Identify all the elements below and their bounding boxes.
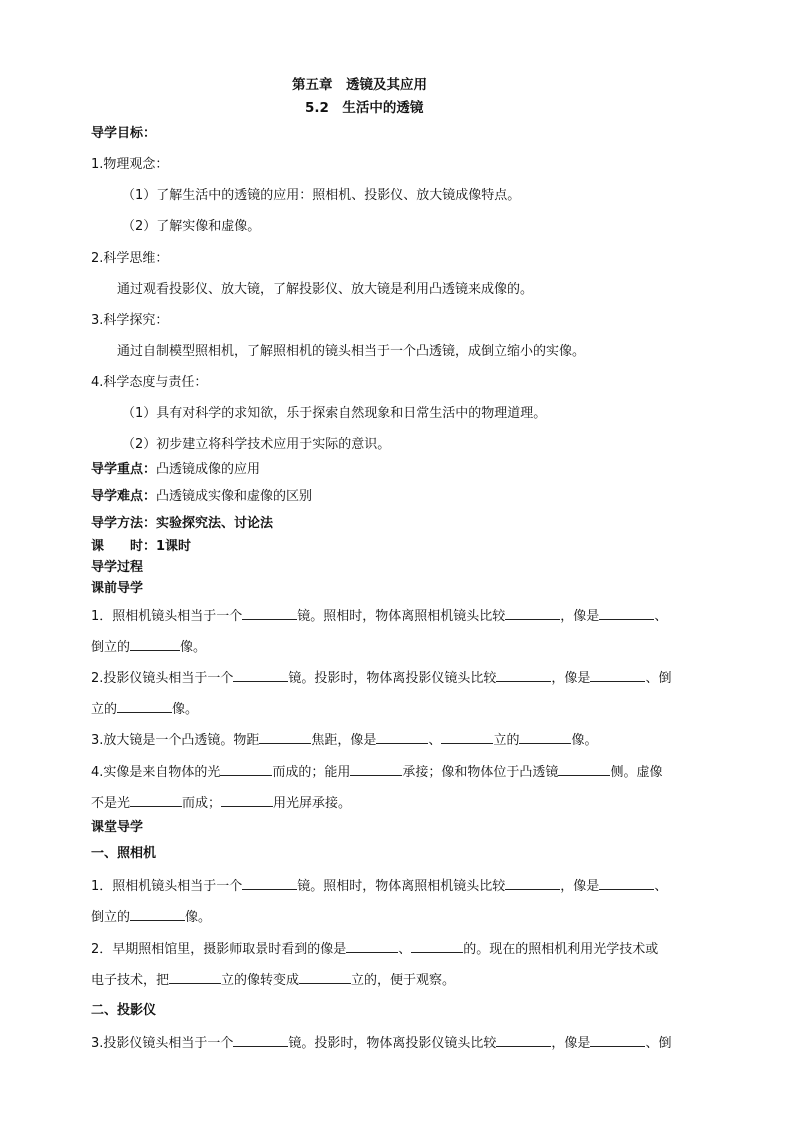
pre-q1-line1 — [91, 606, 667, 626]
text-segment: 3.投影仪镜头相当于一个 — [91, 1036, 234, 1051]
class-q1-line2 — [91, 907, 211, 927]
text-segment: 像。 — [571, 733, 598, 748]
text-segment: 像。 — [185, 910, 212, 925]
text-segment: 4.实像是来自物体的光 — [91, 765, 221, 780]
fill-blank[interactable] — [505, 876, 560, 890]
text-segment: 立的 — [493, 733, 520, 748]
fill-blank[interactable] — [346, 939, 398, 953]
process-heading: 导学过程 — [91, 560, 144, 575]
key-point-text: 凸透镜成像的应用 — [156, 462, 261, 477]
fill-blank[interactable] — [519, 730, 571, 744]
text-segment: 镜。照相时，物体离照相机镜头比较 — [297, 609, 506, 624]
goal-2: 2.科学思维： — [91, 251, 169, 266]
text-segment: ，像是 — [560, 609, 600, 624]
text-segment: 的。现在的照相机利用光学技术或 — [463, 942, 659, 957]
text-segment: 承接；像和物体位于凸透镜 — [402, 765, 559, 780]
difficulty-label: 导学难点： — [91, 489, 157, 504]
fill-blank[interactable] — [441, 730, 493, 744]
fill-blank[interactable] — [590, 668, 645, 682]
class-q3-line1 — [91, 1033, 671, 1053]
fill-blank[interactable] — [496, 1033, 551, 1047]
text-segment: ，像是 — [551, 671, 591, 686]
fill-blank[interactable] — [233, 668, 288, 682]
text-segment: 镜。照相时，物体离照相机镜头比较 — [297, 879, 506, 894]
text-segment: 倒立的 — [91, 640, 131, 655]
pre-class-heading: 课前导学 — [91, 581, 144, 596]
text-segment: 、 — [428, 733, 442, 748]
goal-4b: （2）初步建立将科学技术应用于实际的意识。 — [122, 437, 391, 452]
fill-blank[interactable] — [599, 606, 654, 620]
text-segment: 而成的；能用 — [272, 765, 351, 780]
text-segment: 而成； — [182, 796, 222, 811]
fill-blank[interactable] — [130, 637, 180, 651]
text-segment: ，像是 — [551, 1036, 591, 1051]
text-segment: 用光屏承接。 — [273, 796, 352, 811]
pre-q1-line2 — [91, 637, 206, 657]
text-segment: 、 — [654, 609, 668, 624]
goal-3a: 通过自制模型照相机，了解照相机的镜头相当于一个凸透镜，成倒立缩小的实像。 — [117, 344, 586, 359]
pre-q3 — [91, 730, 597, 750]
fill-blank[interactable] — [221, 793, 273, 807]
fill-blank[interactable] — [590, 1033, 645, 1047]
goal-1a: （1）了解生活中的透镜的应用：照相机、投影仪、放大镜成像特点。 — [122, 188, 521, 203]
text-segment: 像。 — [180, 640, 207, 655]
fill-blank[interactable] — [233, 1033, 288, 1047]
section-title: 5.2 生活中的透镜 — [305, 100, 424, 116]
text-segment: 2.投影仪镜头相当于一个 — [91, 671, 234, 686]
goal-4: 4.科学态度与责任： — [91, 375, 208, 390]
goal-2a: 通过观看投影仪、放大镜，了解投影仪、放大镜是利用凸透镜来成像的。 — [117, 282, 534, 297]
text-segment: 1．照相机镜头相当于一个 — [91, 879, 243, 894]
class-q2-line2 — [91, 970, 455, 990]
key-point — [91, 461, 260, 479]
in-class-heading: 课堂导学 — [91, 820, 144, 835]
fill-blank[interactable] — [376, 730, 428, 744]
goals-heading: 导学目标： — [91, 126, 157, 141]
goal-1: 1.物理观念： — [91, 157, 169, 172]
text-segment: 立的，便于观察。 — [351, 973, 456, 988]
text-segment: 3.放大镜是一个凸透镜。物距 — [91, 733, 260, 748]
fill-blank[interactable] — [259, 730, 311, 744]
goal-1b: （2）了解实像和虚像。 — [122, 219, 261, 234]
text-segment: 倒立的 — [91, 910, 131, 925]
goal-3: 3.科学探究： — [91, 313, 169, 328]
fill-blank[interactable] — [242, 606, 297, 620]
text-segment: 不是光 — [91, 796, 131, 811]
text-segment: 立的 — [91, 702, 118, 717]
text-segment: 1．照相机镜头相当于一个 — [91, 609, 243, 624]
chapter-title: 第五章 透镜及其应用 — [292, 77, 427, 93]
fill-blank[interactable] — [558, 762, 610, 776]
fill-blank[interactable] — [242, 876, 297, 890]
class-q2-line1 — [91, 939, 658, 959]
text-segment: 、 — [654, 879, 668, 894]
difficulty — [91, 488, 312, 506]
text-segment: 、倒 — [645, 671, 672, 686]
text-segment: 镜。投影时，物体离投影仪镜头比较 — [288, 1036, 497, 1051]
fill-blank[interactable] — [411, 939, 463, 953]
text-segment: 2．早期照相馆里，摄影师取景时看到的像是 — [91, 942, 347, 957]
text-segment: 立的像转变成 — [221, 973, 300, 988]
text-segment: ，像是 — [560, 879, 600, 894]
pre-q4-line1 — [91, 762, 662, 782]
text-segment: 焦距，像是 — [311, 733, 377, 748]
pre-q2-line2 — [91, 699, 198, 719]
fill-blank[interactable] — [350, 762, 402, 776]
difficulty-text: 凸透镜成实像和虚像的区别 — [156, 489, 313, 504]
class-q1-line1 — [91, 876, 667, 896]
text-segment: 电子技术，把 — [91, 973, 170, 988]
fill-blank[interactable] — [130, 793, 182, 807]
text-segment: 像。 — [172, 702, 199, 717]
goal-4a: （1）具有对科学的求知欲，乐于探索自然现象和日常生活中的物理道理。 — [122, 406, 547, 421]
section-projector-heading: 二、投影仪 — [91, 1003, 157, 1018]
fill-blank[interactable] — [117, 699, 172, 713]
section-camera-heading: 一、照相机 — [91, 846, 157, 861]
text-segment: 、倒 — [645, 1036, 672, 1051]
fill-blank[interactable] — [496, 668, 551, 682]
pre-q4-line2 — [91, 793, 351, 813]
fill-blank[interactable] — [130, 907, 185, 921]
text-segment: 、 — [398, 942, 412, 957]
fill-blank[interactable] — [299, 970, 351, 984]
text-segment: 侧。虚像 — [610, 765, 663, 780]
text-segment: 镜。投影时，物体离投影仪镜头比较 — [288, 671, 497, 686]
fill-blank[interactable] — [599, 876, 654, 890]
fill-blank[interactable] — [505, 606, 560, 620]
key-point-label: 导学重点： — [91, 462, 157, 477]
fill-blank[interactable] — [169, 970, 221, 984]
pre-q2-line1 — [91, 668, 671, 688]
class-hours: 课 时：1课时 — [91, 539, 192, 554]
method: 导学方法：实验探究法、讨论法 — [91, 516, 274, 531]
fill-blank[interactable] — [220, 762, 272, 776]
